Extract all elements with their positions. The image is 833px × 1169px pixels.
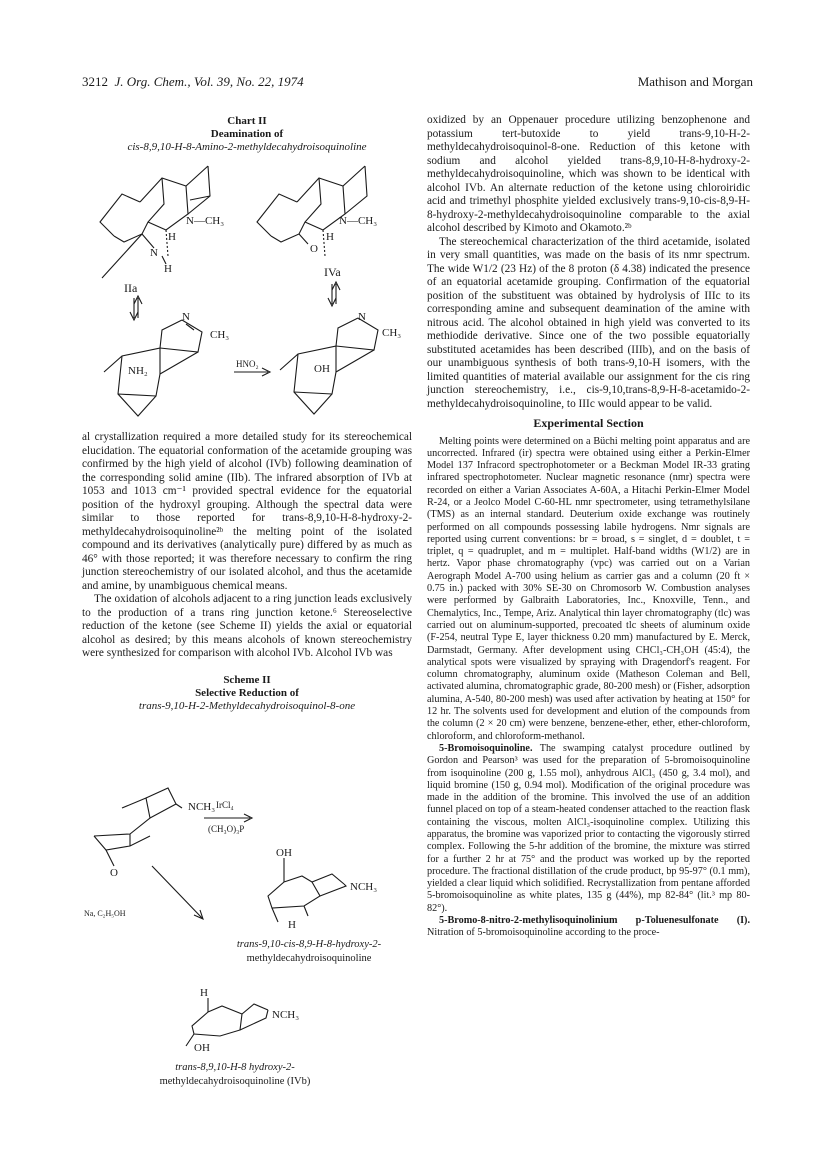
scheme-ii-title: Selective Reduction of — [195, 686, 299, 699]
ketone-nch3: NCH₃ — [188, 801, 216, 813]
structure-amine — [104, 311, 229, 416]
scheme-ii-heading — [82, 674, 412, 713]
bromoisoquinoline-text: The swamping catalyst procedure outlined by Gordon and Pearson³ was used for the preparation of 5-bromoisoquinoline from isoquinoline (200 g, 1.55 mol), anhydrous AlCl₃ (450 g, 3.4 mol), and liquid bromine (150 g, 0.94 mol). Modification of the original procedure was made in the addition of the bromine. This involved the use of an addition funnel placed on top of a steam-heated condenser attached to the reaction flask containing the viscous, molten AlCl₃-isoquinoline complex. Utilizing this apparatus, the bromine was vaporized prior to contacting the vigorously stirred complex. Following the 5-hr addition of the bromine, the mixture was stirred for a further 2 hr at 75° and the product was worked up by the reported procedure. The fractional distillation of the crude product, bp 95-97° (0.1 mm), yielded a clear liquid which solidified. Recrystallization from pentane afforded 5-bromoisoquinoline as white plates, 135 g (44%), mp 82-84° (lit.³ mp 80-82°). — [427, 742, 750, 914]
scheme-ii-structures — [82, 778, 412, 1053]
structure-axial-alcohol — [268, 847, 377, 931]
right-paragraph-1: oxidized by an Oppenauer procedure utilizing benzophenone and potassium tert-butoxide to yield trans-9,10-H-2-methyldecahydroisoquinol-8-one. Reduction of this ketone with sodium and alcohol yielded trans-8,9,10-H-8-hydroxy-2-methyldecahydroisoquinoline, which was shown to be identical with alcohol IVb. An alternate reduction of the ketone using chloroiridic acid and trimethyl phosphite yielded exclusively trans-9,10-cis-8,9-H-8-hydroxy-2-methyldecahydroisoquinoline comparable to the axial alcohol described by Kimoto and Okamoto.²ᵇ — [427, 114, 750, 234]
chart-ii-title: Deamination of — [210, 128, 284, 140]
right-column — [427, 114, 750, 940]
left-column-body — [82, 431, 412, 713]
alcohol-oh: OH — [314, 363, 330, 375]
structure-iia — [100, 166, 224, 295]
hno2-arrow — [234, 359, 270, 376]
alcohol-ch3: CH₃ — [382, 327, 402, 339]
structure-iva — [257, 166, 377, 279]
experimental-paragraph-2 — [427, 743, 750, 915]
axial-caption-line2: methyldecahydroisoquinoline — [246, 953, 372, 964]
trimethylphosphite-label: (CH₃O)₃P — [208, 824, 245, 834]
journal-citation: J. Org. Chem., Vol. 39, No. 22, 1974 — [114, 74, 304, 89]
ivb-caption-line1: trans-8,9,10-H-8 hydroxy-2- — [175, 1062, 295, 1073]
experimental-paragraph-3 — [427, 915, 750, 940]
amine-n: N — [182, 311, 190, 323]
hno2-label: HNO₂ — [236, 359, 259, 369]
ivb-caption-line2: methyldecahydroisoquinoline (IVb) — [159, 1076, 311, 1087]
chart-ii-subtitle: cis-8,9,10-H-8-Amino-2-methyldecahydroisoquinoline — [127, 141, 367, 153]
amine-ch3: CH₃ — [210, 329, 230, 341]
tosylate-title: 5-Bromo-8-nitro-2-methylisoquinolinium p-Toluenesulfonate (I). — [439, 915, 750, 927]
axial-h: H — [288, 919, 296, 931]
ivb-nch3: NCH₃ — [272, 1009, 300, 1021]
na-arrow — [84, 866, 203, 919]
axial-alcohol-caption — [200, 938, 418, 966]
equilibrium-arrow-right — [328, 282, 340, 306]
structure-ketone — [94, 788, 215, 879]
ivb-oh-label: OH — [194, 1042, 210, 1054]
experimental-heading: Experimental Section — [533, 416, 644, 430]
ivb-h: H — [200, 987, 208, 999]
amine-nh2: NH₂ — [128, 365, 148, 377]
iva-n-ch3: N—CH₃ — [339, 215, 378, 227]
na-label: Na, C₂H₅OH — [84, 909, 126, 918]
structure-alcohol — [280, 311, 401, 414]
iva-h: H — [326, 231, 334, 243]
scheme-ii-label: Scheme II — [223, 673, 271, 686]
page-number: 3212 — [82, 74, 108, 89]
chart-ii-label: Chart II — [227, 115, 267, 127]
iva-label: IVa — [324, 265, 341, 279]
iva-o: O — [310, 243, 318, 255]
ircl4-label: IrCl₄ — [216, 800, 234, 810]
bromoisoquinoline-title: 5-Bromoisoquinoline. — [439, 742, 533, 754]
experimental-paragraph-1: Melting points were determined on a Büchi melting point apparatus and are uncorrected. Infrared (ir) spectra were obtained using either a Perkin-Elmer Model 137 Infracord spectrophotometer or a Beckman Model IR-33 grating infrared spectrophotometer. Nuclear magnetic resonance (nmr) spectra were recorded on either a Varian Associates A-60A, a Hitachi Perkin-Elmer Model R-24, or a Jeolco Model C-60-HL nmr spectrometer, using tetramethylsilane (TMS) as an internal standard. Deuterium oxide exchange was routinely performed on all compounds possessing labile hydrogens. Nmr signals are reported using current conventions: br = broad, s = singlet, d = doublet, t = triplet, q = quadruplet, and m = multiplet. Half-band widths (W1/2) are in hertz. Vapor phase chromatography (vpc) was carried out on a Varian Aerograph Model A-700 using helium as carrier gas and a column (20 ft × 0.75 in.) packed with 30% SE-30 on Chromosorb W. Combustion analyses were performed by Galbraith Laboratories, Inc., Knoxville, Tenn., and Chemalytics, Inc., Tempe, Ariz. Analytical thin layer chromatography (tlc) was carried out on aluminum-supported, precoated tlc sheets of aluminum oxide (F-254, neutral Type E, layer thickness 0.20 mm) manufactured by E. Merck, Darmstadt, Germany. After development using CHCl₃-CH₃OH (45:4), the analytical spots were visualized by spraying with Dragendorf's reagent. For column chromatography, aluminum oxide (Matheson Coleman and Bell, activated alumina, chromatographic grade, 80-200 mesh) or (Fisher, adsorption alumina, A-540, 80-200 mesh) was used after activation by heating at 150° for 12 hr. The solvents used for development and elution of the compounds from the column (2 × 20 cm) were benzene, benzene-ether, ether, ether-chloroform, chloroform, and chloroform-methanol. — [427, 435, 750, 742]
iia-h: H — [168, 231, 176, 243]
right-paragraph-2: The stereochemical characterization of the third acetamide, isolated in very small quantities, was made on the basis of its nmr spectrum. The wide W1/2 (23 Hz) of the 8 proton (δ 4.38) indicated the presence of an equatorial acetamide grouping. Confirmation of the equatorial position of the substituent was obtained by hydrolysis of IIIc to its corresponding amine and subsequent deamination of the amine with nitrous acid. The alcohol obtained in high yield was converted to its methiodide derivative. Since one of the two possible equatorially substituted acetamides has been described (IIIb), and on the basis of our unambiguous synthesis of both trans-9,10-H isomers, with the limited quantities of material available our assignment for the cis ring junction stereochemistry, i.e., cis-9,10,trans-8,9-H-8-acetamido-2-methyldecahydroisoquinoline, to IIIc would appear to be valid. — [427, 235, 750, 410]
axial-nch3: NCH₃ — [350, 881, 378, 893]
left-paragraph-1: al crystallization required a more detailed study for its stereochemical elucidation. The equatorial conformation of the acetamide grouping was confirmed by the high yield of alcohol (IVb) following deamination of the corresponding solid amine (IIb). The infrared absorption of IVb at 1053 and 1013 cm⁻¹ provided spectral evidence for the equatorial position of the hydroxyl grouping. Although the spectral data were similar to those reported for trans-8,9,10-H-8-hydroxy-2-methyldecahydroisoquinoline²ᵇ the melting point of the isolated compound and its derivatives (analytically pure) differed by as much as 46° with those reported; it was therefore necessary to confirm the ring junction stereochemistry of our isolated alcohol, and thus the acetamide and amine, by unambiguous chemical means. — [82, 431, 412, 592]
iia-label: IIa — [124, 281, 138, 295]
chart-ii-heading — [82, 115, 412, 154]
iia-n: N — [150, 247, 158, 259]
alcohol-n: N — [358, 311, 366, 323]
axial-oh: OH — [276, 847, 292, 859]
axial-caption-line1: trans-9,10-cis-8,9-H-8-hydroxy-2- — [236, 939, 382, 950]
left-column — [82, 115, 412, 154]
structure-ivb — [186, 987, 299, 1046]
running-header — [82, 74, 753, 92]
page-header-left — [82, 74, 304, 90]
author-names: Mathison and Morgan — [637, 74, 753, 89]
iia-n-ch3: N—CH₃ — [186, 215, 225, 227]
equilibrium-arrow-left — [130, 296, 142, 320]
ivb-caption — [120, 1061, 350, 1089]
chart-ii-structures — [82, 160, 412, 428]
scheme-ii-subtitle: trans-9,10-H-2-Methyldecahydroisoquinol-8-one — [138, 699, 356, 712]
iia-nh: H — [164, 263, 172, 275]
tosylate-text: Nitration of 5-bromoisoquinoline according to the proce- — [427, 927, 660, 939]
left-paragraph-2: The oxidation of alcohols adjacent to a ring junction leads exclusively to the production of a trans ring junction ketone.⁶ Stereoselective reduction of the ketone (see Scheme II) yields the axial or equatorial alcohol as desired; by this means alcohols of known stereochemistry were synthesized for comparison with alcohol IVb. Alcohol IVb was — [82, 593, 412, 659]
ketone-o: O — [110, 867, 118, 879]
